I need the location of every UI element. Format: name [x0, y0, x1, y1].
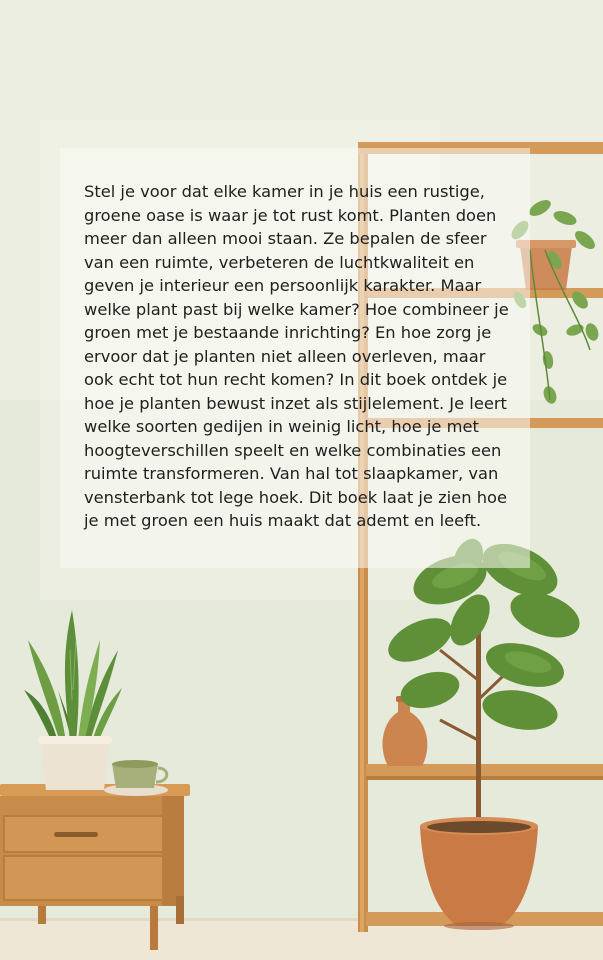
description-line: groen met je bestaande inrichting? En hoe zorg je: [84, 323, 492, 342]
description-line: welke plant past bij welke kamer? Hoe combineer je: [84, 299, 509, 319]
description-line: groene oase is waar je tot rust komt. Planten doen: [84, 205, 497, 225]
description-line: ruimte transformeren. Van hal tot slaapkamer, van: [84, 464, 499, 483]
description-line: van een ruimte, verbeteren de luchtkwaliteit en: [84, 252, 475, 272]
description-line: geven je interieur een persoonlijk karakter. Maar: [84, 276, 482, 295]
description-line: welke soorten gedijen in weinig licht, hoe je met: [84, 417, 479, 436]
cream-pot-icon: [38, 736, 112, 790]
description-line: hoogteverschillen speelt en welke combinaties een: [84, 440, 502, 460]
description-line: ook echt tot hun recht komen? In dit boek ontdek je: [84, 370, 508, 389]
description-line: je met groen een huis maakt dat ademt en leeft.: [84, 511, 482, 530]
description-line: vensterbank tot lege hoek. Dit boek laat je zien hoe: [84, 487, 507, 507]
description-line: Stel je voor dat elke kamer in je huis een rustige,: [84, 182, 485, 201]
description-line: meer dan alleen mooi staan. Ze bepalen de sfeer: [84, 229, 487, 248]
book-description: [84, 180, 554, 533]
description-line: hoe je planten bewust inzet als stijlelement. Je leert: [84, 393, 507, 413]
description-line: ervoor dat je planten niet alleen overleven, maar: [84, 346, 486, 366]
